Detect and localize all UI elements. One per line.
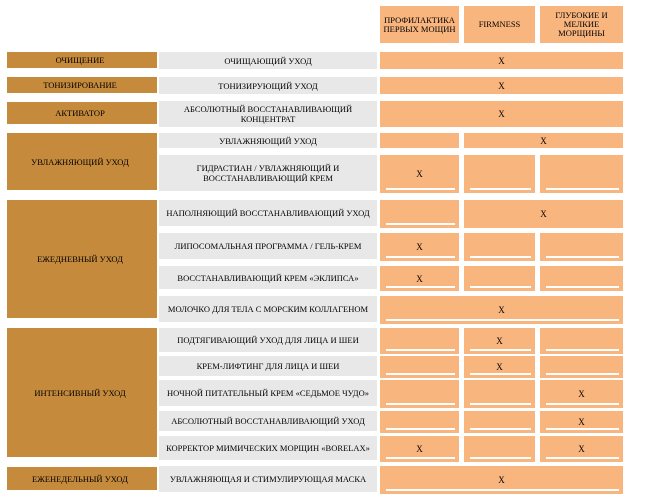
check-mark: X xyxy=(498,475,505,485)
cell-concentrate-all xyxy=(380,101,623,129)
product-concentrate: АБСОЛЮТНЫЙ ВОССТАНАВЛИВАЮЩИЙ КОНЦЕНТРАТ xyxy=(159,101,377,129)
check-mark: X xyxy=(540,135,547,146)
product-moisturizing: УВЛАЖНЯЮЩИЙ УХОД xyxy=(159,133,377,150)
product-filling-care: НАПОЛНЯЮЩИЙ ВОССТАНАВЛИВАЮЩИЙ УХОД xyxy=(159,200,377,228)
header-prevention: ПРОФИЛАКТИКА ПЕРВЫХ МОЩИН xyxy=(380,6,459,45)
category-toning xyxy=(3,77,157,96)
product-cleansing: ОЧИЩАЮЩИЙ УХОД xyxy=(159,52,377,71)
cell-eclipse-wrinkles xyxy=(540,266,623,291)
product-toning: ТОНИЗИРУЮЩИЙ УХОД xyxy=(159,77,377,96)
category-label: УВЛАЖНЯЮЩИЙ УХОД xyxy=(31,156,129,167)
product-lifting-care: ПОДТЯГИВАЮЩИЙ УХОД ДЛЯ ЛИЦА И ШЕИ xyxy=(159,328,377,354)
cell-moisturizing-firmness-wrinkles xyxy=(464,133,623,150)
check-mark: X xyxy=(416,444,423,454)
cell-filling-firmness-wrinkles xyxy=(464,200,623,228)
cell-body-milk-all xyxy=(380,296,623,324)
check-mark: X xyxy=(496,336,503,346)
check-mark: X xyxy=(498,55,505,66)
category-label: ИНТЕНСИВНЫЙ УХОД xyxy=(34,387,126,398)
check-mark: X xyxy=(498,109,505,119)
cell-lifting-prevention xyxy=(380,328,459,354)
cell-hydrastian-wrinkles xyxy=(540,155,623,193)
check-mark: X xyxy=(498,305,505,315)
product-body-milk: МОЛОЧКО ДЛЯ ТЕЛА С МОРСКИМ КОЛЛАГЕНОМ xyxy=(159,296,377,324)
product-liposomal: ЛИПОСОМАЛЬНАЯ ПРОГРАММА / ГЕЛЬ-КРЕМ xyxy=(159,233,377,261)
cell-lifting-wrinkles xyxy=(540,328,623,354)
cell-mask-all xyxy=(380,466,623,494)
cell-hydrastian-firmness xyxy=(464,155,535,193)
category-daily xyxy=(3,200,157,321)
check-mark: X xyxy=(540,209,547,219)
cell-filling-prevention xyxy=(380,200,459,228)
cell-liposomal-prevention xyxy=(380,233,459,261)
category-label: ЕЖЕНЕДЕЛЬНЫЙ УХОД xyxy=(32,473,128,484)
cell-liposomal-firmness xyxy=(464,233,535,261)
product-cream-lifting: КРЕМ-ЛИФТИНГ ДЛЯ ЛИЦА И ШЕИ xyxy=(159,356,377,378)
category-label: АКТИВАТОР xyxy=(55,108,105,118)
category-moisturizing xyxy=(3,133,157,193)
category-label: ЕЖЕДНЕВНЫЙ УХОД xyxy=(37,254,123,264)
cell-absolute-wrinkles xyxy=(540,411,623,433)
check-mark: X xyxy=(416,242,423,252)
product-hydrastian: ГИДРАСТИАН / УВЛАЖНЯЮЩИЙ И ВОССТАНАВЛИВАЮЩИЙ КРЕМ xyxy=(159,155,377,193)
check-mark: X xyxy=(416,169,423,179)
cell-night-cream-wrinkles xyxy=(540,380,623,408)
cell-borelax-firmness xyxy=(464,436,535,462)
cell-night-cream-firmness xyxy=(464,380,535,408)
category-activator xyxy=(3,102,157,127)
product-absolute-care: АБСОЛЮТНЫЙ ВОССТАНАВЛИВАЮЩИЙ УХОД xyxy=(159,411,377,433)
check-mark: X xyxy=(498,80,505,91)
cell-borelax-prevention xyxy=(380,436,459,462)
cell-cleansing-all xyxy=(380,52,623,71)
cell-liposomal-wrinkles xyxy=(540,233,623,261)
cell-moisturizing-prevention xyxy=(380,133,459,150)
category-intensive xyxy=(3,328,157,460)
cell-cream-lifting-wrinkles xyxy=(540,356,623,378)
check-mark: X xyxy=(578,417,585,427)
category-label: ОЧИЩЕНИЕ xyxy=(55,55,105,65)
cell-eclipse-firmness xyxy=(464,266,535,291)
check-mark: X xyxy=(578,444,585,454)
check-mark: X xyxy=(578,389,585,399)
category-cleansing xyxy=(3,52,157,71)
product-eclipse: ВОССТАНАВЛИВАЮЩИЙ КРЕМ «ЭКЛИПСА» xyxy=(159,266,377,291)
cell-borelax-wrinkles xyxy=(540,436,623,462)
product-borelax: КОРРЕКТОР МИМИЧЕСКИХ МОРЩИН «BORELAX» xyxy=(159,436,377,462)
cell-absolute-prevention xyxy=(380,411,459,433)
cell-cream-lifting-firmness xyxy=(464,356,535,378)
cell-toning-all xyxy=(380,77,623,96)
cell-hydrastian-prevention xyxy=(380,155,459,193)
category-weekly xyxy=(3,467,157,493)
cell-cream-lifting-prevention xyxy=(380,356,459,378)
product-mask: УВЛАЖНЯЮЩАЯ И СТИМУЛИРУЮЩАЯ МАСКА xyxy=(159,466,377,494)
product-night-cream: НОЧНОЙ ПИТАТЕЛЬНЫЙ КРЕМ «СЕДЬМОЕ ЧУДО» xyxy=(159,380,377,408)
cell-night-cream-prevention xyxy=(380,380,459,408)
category-label: ТОНИЗИРОВАНИЕ xyxy=(43,80,117,90)
cell-lifting-firmness xyxy=(464,328,535,354)
check-mark: X xyxy=(496,362,503,372)
header-firmness: FIRMNESS xyxy=(464,6,535,45)
cell-eclipse-prevention xyxy=(380,266,459,291)
header-wrinkles: ГЛУБОКИЕ И МЕЛКИЕ МОРЩИНЫ xyxy=(540,6,623,45)
check-mark: X xyxy=(416,273,423,284)
cell-absolute-firmness xyxy=(464,411,535,433)
